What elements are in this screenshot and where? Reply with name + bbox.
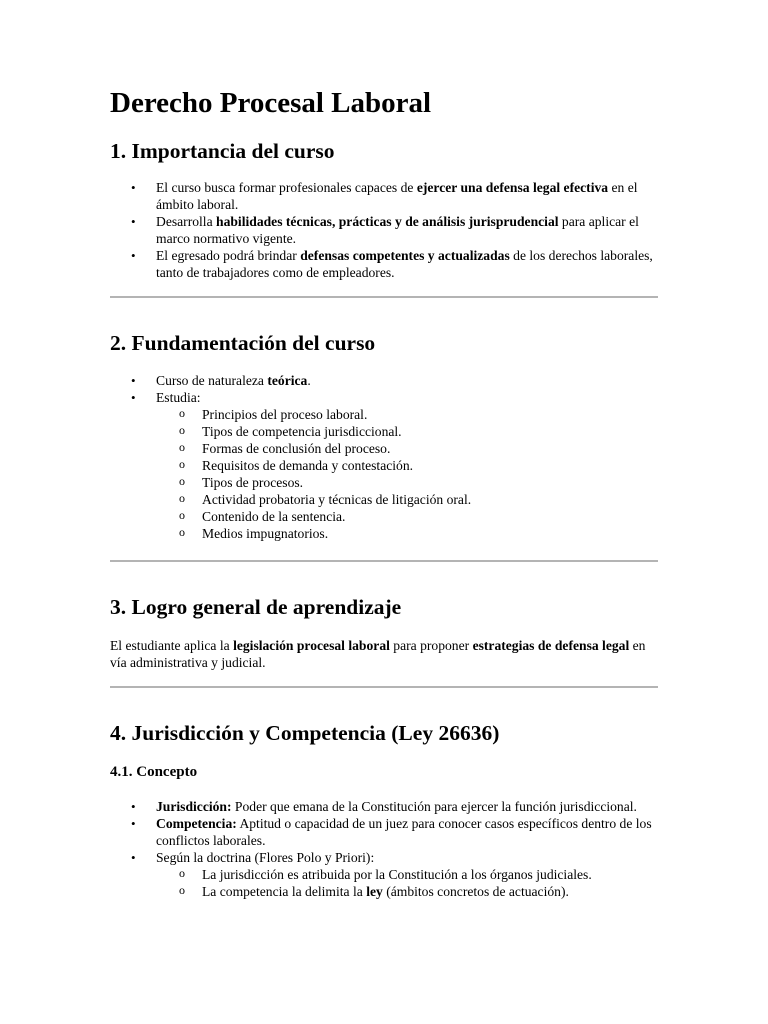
sub-list-item: o Requisitos de demanda y contestación. <box>156 457 658 474</box>
section-2-heading: 2. Fundamentación del curso <box>110 331 376 355</box>
section-4-list <box>110 798 658 900</box>
list-item: • Competencia: Aptitud o capacidad de un juez para conocer casos específicos dentro de los conflictos laborales. <box>110 815 658 849</box>
list-item: • Según la doctrina (Flores Polo y Priori): o La jurisdicción es atribuida por la Constitución a los órganos judiciales. o La competencia la delimita la ley (ámbitos concretos de actuación). <box>110 849 658 900</box>
sub-list-item: o Contenido de la sentencia. <box>156 508 658 525</box>
section-divider <box>110 296 658 298</box>
list-item: • Desarrolla habilidades técnicas, prácticas y de análisis jurisprudencial para aplicar el marco normativo vigente. <box>110 213 658 247</box>
list-item: • El egresado podrá brindar defensas competentes y actualizadas de los derechos laborales, tanto de trabajadores como de empleadores. <box>110 247 658 281</box>
section-divider <box>110 686 658 688</box>
sub-list <box>156 406 658 542</box>
sub-list-item: o Medios impugnatorios. <box>156 525 658 542</box>
sub-list <box>156 866 658 900</box>
section-2-list <box>110 372 658 542</box>
list-item: • Estudia: o Principios del proceso laboral. o Tipos de competencia jurisdiccional. o Formas de conclusión del proceso. o Requisitos de demanda y contestación. o Tipos de procesos. o Actividad probatoria y técnicas de litigación oral. o Contenido de la sentencia. o Medios impugnatorios. <box>110 389 658 542</box>
sub-list-item: o Principios del proceso laboral. <box>156 406 658 423</box>
section-1-heading: 1. Importancia del curso <box>110 139 335 163</box>
sub-list-item: o La jurisdicción es atribuida por la Constitución a los órganos judiciales. <box>156 866 658 883</box>
sub-list-item: o Actividad probatoria y técnicas de litigación oral. <box>156 491 658 508</box>
sub-list-item: o Tipos de procesos. <box>156 474 658 491</box>
sub-list-item: o La competencia la delimita la ley (ámbitos concretos de actuación). <box>156 883 658 900</box>
list-item: • Curso de naturaleza teórica. <box>110 372 658 389</box>
sub-list-item: o Formas de conclusión del proceso. <box>156 440 658 457</box>
section-3-heading: 3. Logro general de aprendizaje <box>110 595 402 619</box>
list-item: • El curso busca formar profesionales capaces de ejercer una defensa legal efectiva en el ámbito laboral. <box>110 179 658 213</box>
document-title: Derecho Procesal Laboral <box>110 87 432 119</box>
list-item: • Jurisdicción: Poder que emana de la Constitución para ejercer la función jurisdiccional. <box>110 798 658 815</box>
section-4-1-heading: 4.1. Concepto <box>110 764 198 780</box>
sub-list-item: o Tipos de competencia jurisdiccional. <box>156 423 658 440</box>
section-3-paragraph: El estudiante aplica la legislación procesal laboral para proponer estrategias de defensa legal en vía administrativa y judicial. <box>110 638 646 670</box>
section-1-list <box>110 179 658 281</box>
section-divider <box>110 560 658 562</box>
section-4-heading: 4. Jurisdicción y Competencia (Ley 26636) <box>110 721 500 745</box>
